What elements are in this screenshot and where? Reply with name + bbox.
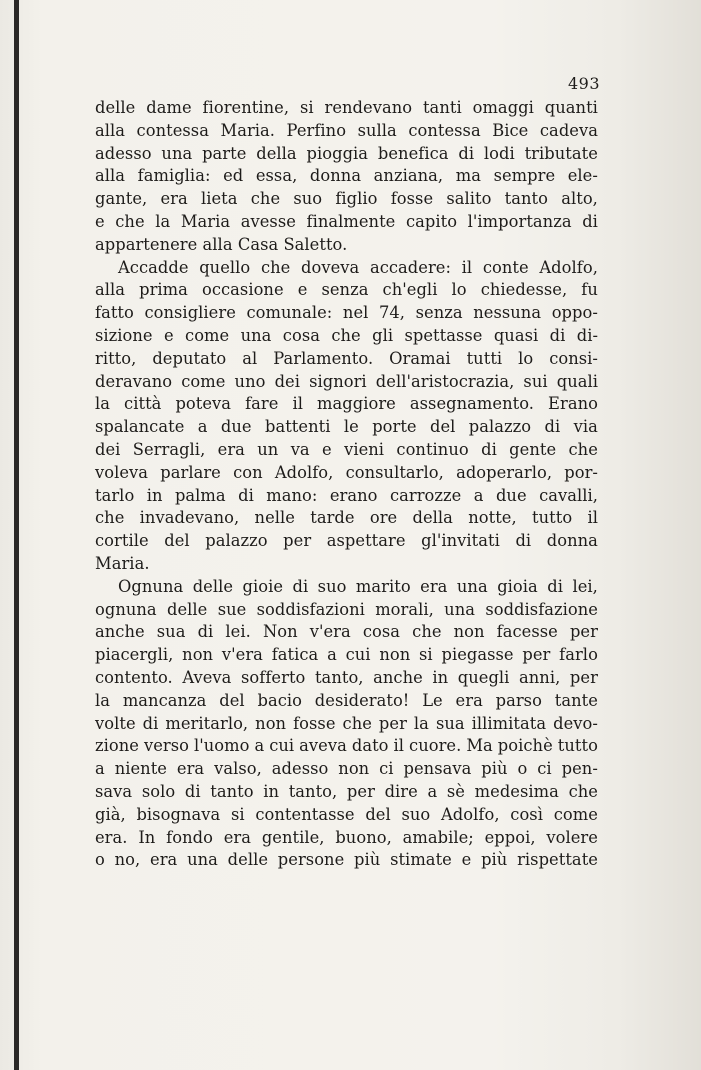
text-line: la città poteva fare il maggiore assegnamento. Erano bbox=[95, 394, 598, 414]
text-line: sava solo di tanto in tanto, per dire a sè medesima che bbox=[95, 781, 598, 801]
text-line: alla contessa Maria. Perfino sulla contessa Bice cadeva bbox=[95, 120, 598, 140]
text-line: era. In fondo era gentile, buono, amabile; eppoi, volere bbox=[95, 827, 598, 847]
text-line: che invadevano, nelle tarde ore della notte, tutto il bbox=[95, 508, 598, 528]
text-line: anche sua di lei. Non v'era cosa che non facesse per bbox=[95, 622, 598, 642]
text-line: appartenere alla Casa Saletto. bbox=[95, 234, 348, 254]
text-line: adesso una parte della pioggia benefica di lodi tributate bbox=[95, 143, 598, 163]
text-line: la mancanza del bacio desiderato! Le era parso tante bbox=[95, 690, 598, 710]
text-line: voleva parlare con Adolfo, consultarlo, adoperarlo, por- bbox=[95, 462, 598, 482]
text-line: spalancate a due battenti le porte del palazzo di via bbox=[95, 417, 598, 437]
text-line: fatto consigliere comunale: nel 74, senza nessuna oppo- bbox=[95, 303, 598, 323]
text-line: deravano come uno dei signori dell'aristocrazia, sui quali bbox=[95, 371, 598, 391]
text-line: o no, era una delle persone più stimate e più rispettate bbox=[95, 850, 598, 870]
text-line: già, bisognava si contentasse del suo Adolfo, così come bbox=[95, 804, 598, 824]
text-line: sizione e come una cosa che gli spettasse quasi di di- bbox=[95, 325, 598, 345]
text-line: zione verso l'uomo a cui aveva dato il cuore. Ma poichè tutto bbox=[95, 736, 598, 756]
text-line: piacergli, non v'era fatica a cui non si piegasse per farlo bbox=[95, 645, 598, 665]
text-line: volte di meritarlo, non fosse che per la sua illimitata devo- bbox=[95, 713, 598, 733]
text-line: cortile del palazzo per aspettare gl'invitati di donna bbox=[95, 531, 598, 551]
text-line: ritto, deputato al Parlamento. Oramai tutti lo consi- bbox=[95, 348, 598, 368]
text-line: alla prima occasione e senza ch'egli lo chiedesse, fu bbox=[95, 280, 598, 300]
text-line: alla famiglia: ed essa, donna anziana, ma sempre ele- bbox=[95, 166, 598, 186]
text-line: e che la Maria avesse finalmente capito l'importanza di bbox=[95, 211, 598, 231]
text-line: delle dame fiorentine, si rendevano tanti omaggi quanti bbox=[95, 98, 598, 117]
text-line: dei Serragli, era un va e vieni continuo di gente che bbox=[95, 439, 598, 459]
page-number: 493 bbox=[567, 74, 600, 93]
text-line: contento. Aveva sofferto tanto, anche in quegli anni, per bbox=[95, 667, 598, 687]
text-line: ognuna delle sue soddisfazioni morali, una soddisfazione bbox=[95, 599, 598, 619]
text-line: gante, era lieta che suo figlio fosse salito tanto alto, bbox=[95, 189, 598, 209]
text-line: tarlo in palma di mano: erano carrozze a due cavalli, bbox=[95, 485, 598, 505]
text-line: Accadde quello che doveva accadere: il conte Adolfo, bbox=[118, 257, 598, 277]
text-line: a niente era valso, adesso non ci pensava più o ci pen- bbox=[95, 759, 598, 779]
text-line: Ognuna delle gioie di suo marito era una gioia di lei, bbox=[118, 576, 598, 596]
text-line: Maria. bbox=[95, 553, 150, 573]
body-text bbox=[95, 97, 598, 872]
book-spine-edge bbox=[14, 0, 19, 1070]
